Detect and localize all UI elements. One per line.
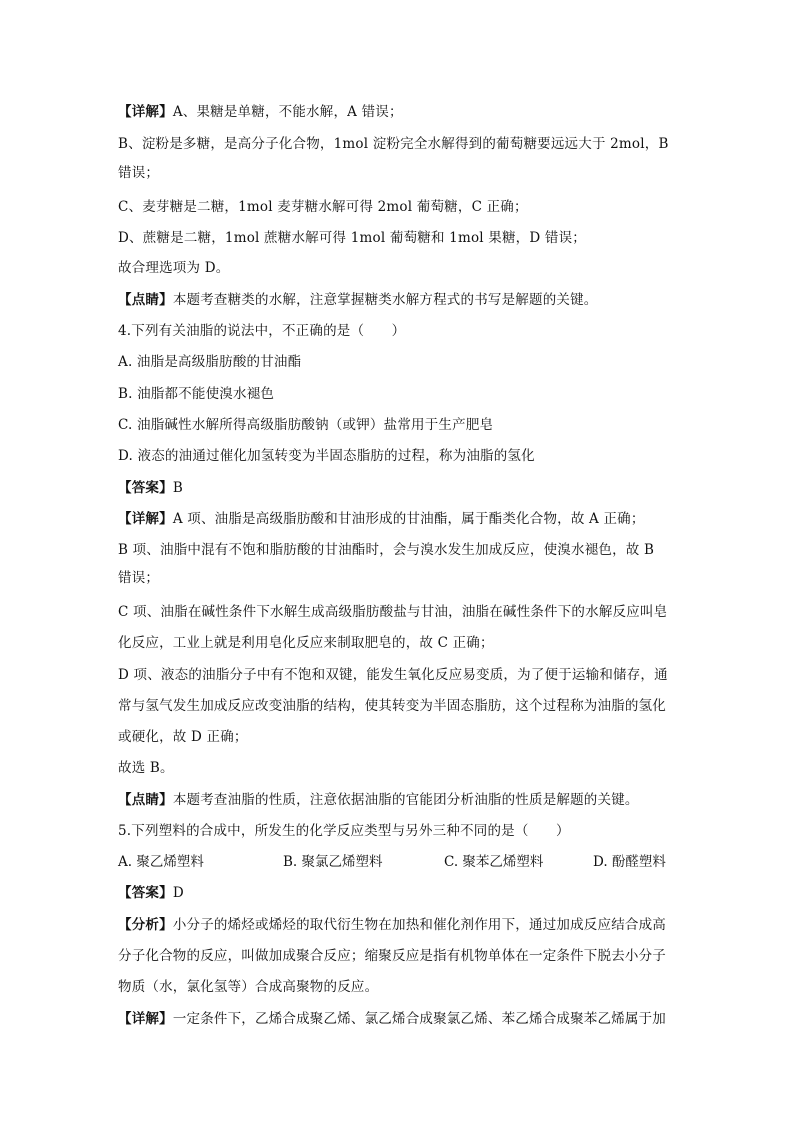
- line-text: B: [172, 480, 183, 496]
- line-text: 分子化合物的反应，叫做加成聚合反应；缩聚反应是指有机物单体在一定条件下脱去小分子: [118, 948, 666, 964]
- line-text: 4.下列有关油脂的说法中，不正确的是（ ）: [118, 323, 406, 339]
- text-line: [118, 1009, 666, 1029]
- section-tag: 【答案】: [118, 480, 173, 496]
- text-line: [118, 540, 654, 560]
- line-text: 化反应，工业上就是利用皂化反应来制取肥皂的，故 C 正确；: [118, 635, 494, 651]
- line-text: D、蔗糖是二糖，1mol 蔗糖水解可得 1mol 葡萄糖和 1mol 果糖，D 错误；: [118, 230, 587, 246]
- line-text: 或硬化，故 D 正确；: [118, 729, 248, 745]
- section-tag: 【详解】: [118, 104, 173, 120]
- q5-option-c: C. 聚苯乙烯塑料: [444, 854, 544, 870]
- text-line: [118, 568, 159, 588]
- line-text: A 项、油脂是高级脂肪酸和甘油形成的甘油酯，属于酯类化合物，故 A 正确；: [172, 511, 645, 527]
- text-line: [118, 758, 174, 778]
- line-text: C、麦芽糖是二糖，1mol 麦芽糖水解可得 2mol 葡萄糖，C 正确；: [118, 199, 528, 215]
- line-text: 错误；: [118, 165, 160, 181]
- question-stem: [118, 321, 405, 341]
- line-text: D 项、液态的油脂分子中有不饱和双键，能发生氧化反应易变质，为了便于运输和储存，通: [118, 667, 668, 683]
- text-line: [118, 727, 248, 747]
- line-text: C. 油脂碱性水解所得高级脂肪酸钠（或钾）盐常用于生产肥皂: [118, 417, 494, 433]
- text-line: [118, 602, 667, 622]
- line-text: B. 油脂都不能使溴水褪色: [118, 386, 275, 402]
- section-tag: 【答案】: [118, 885, 173, 901]
- line-text: 一定条件下，乙烯合成聚乙烯、氯乙烯合成聚氯乙烯、苯乙烯合成聚苯乙烯属于加: [172, 1011, 667, 1027]
- text-line: [118, 134, 669, 154]
- text-line: [118, 883, 184, 903]
- q5-option-b: B. 聚氯乙烯塑料: [283, 854, 383, 870]
- line-text: 常与氢气发生加成反应改变油脂的结构，使其转变为半固态脂肪，这个过程称为油脂的氢化: [118, 698, 666, 714]
- q5-option-a: A. 聚乙烯塑料: [118, 854, 204, 870]
- text-line: [118, 946, 666, 966]
- text-line: [118, 790, 639, 810]
- text-line: [118, 478, 183, 498]
- text-line: [118, 915, 666, 935]
- line-text: B 项、油脂中混有不饱和脂肪酸的甘油酯时，会与溴水发生加成反应，使溴水褪色，故 B: [118, 542, 655, 558]
- option-line: [118, 446, 535, 466]
- line-text: D: [172, 885, 184, 901]
- text-line: [118, 696, 666, 716]
- section-tag: 【点睛】: [118, 792, 173, 808]
- line-text: A、果糖是单糖，不能水解，A 错误；: [172, 104, 403, 120]
- text-line: [118, 228, 586, 248]
- text-line: [118, 977, 378, 997]
- text-line: [118, 509, 645, 529]
- line-text: A. 油脂是高级脂肪酸的甘油酯: [118, 354, 302, 370]
- option-line: [118, 352, 301, 372]
- section-tag: 【详解】: [118, 1011, 173, 1027]
- text-line: [118, 258, 229, 278]
- section-tag: 【分析】: [118, 917, 173, 933]
- line-text: 错误；: [118, 570, 160, 586]
- option-line: [118, 384, 274, 404]
- section-tag: 【点睛】: [118, 292, 173, 308]
- line-text: 物质（水，氯化氢等）合成高聚物的反应。: [118, 979, 379, 995]
- line-text: 本题考查油脂的性质，注意依据油脂的官能团分析油脂的性质是解题的关键。: [172, 792, 639, 808]
- line-text: 本题考查糖类的水解，注意掌握糖类水解方程式的书写是解题的关键。: [172, 292, 598, 308]
- line-text: 5.下列塑料的合成中，所发生的化学反应类型与另外三种不同的是（ ）: [118, 823, 570, 839]
- line-text: B、淀粉是多糖，是高分子化合物，1mol 淀粉完全水解得到的葡萄糖要远远大于 2mol，B: [118, 136, 669, 152]
- line-text: 故合理选项为 D。: [118, 260, 230, 276]
- question-stem: [118, 821, 570, 841]
- line-text: 故选 B。: [118, 760, 174, 776]
- option-line: [118, 415, 493, 435]
- line-text: D. 液态的油通过催化加氢转变为半固态脂肪的过程，称为油脂的氢化: [118, 448, 535, 464]
- q5-option-d: D. 酚醛塑料: [593, 854, 666, 870]
- line-text: 小分子的烯烃或烯烃的取代衍生物在加热和催化剂作用下，通过加成反应结合成高: [172, 917, 667, 933]
- text-line: [118, 197, 528, 217]
- text-line: [118, 163, 159, 183]
- line-text: C 项、油脂在碱性条件下水解生成高级脂肪酸盐与甘油，油脂在碱性条件下的水解反应叫皂: [118, 604, 668, 620]
- text-line: [118, 102, 403, 122]
- section-tag: 【详解】: [118, 511, 173, 527]
- text-line: [118, 633, 494, 653]
- text-line: [118, 290, 598, 310]
- text-line: [118, 665, 668, 685]
